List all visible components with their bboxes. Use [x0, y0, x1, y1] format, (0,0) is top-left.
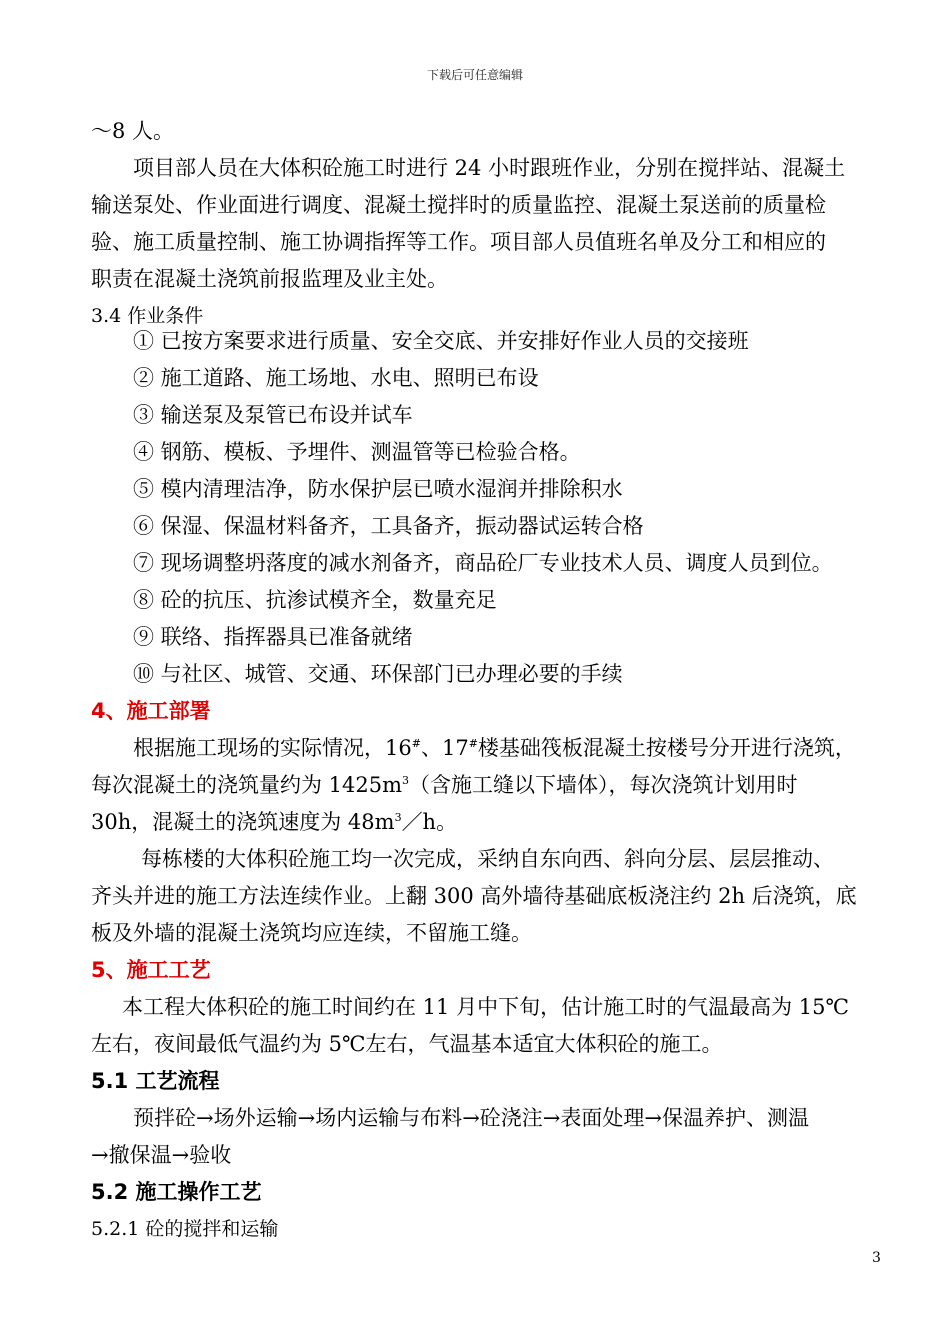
- text-line: 输送泵处、作业面进行调度、混凝土搅拌时的质量监控、混凝土泵送前的质量检: [91, 193, 826, 217]
- text-line: 预拌砼→场外运输→场内运输与布料→砼浇注→表面处理→保温养护、测温: [133, 1106, 809, 1130]
- page-header: 下载后可任意编辑: [426, 68, 523, 82]
- list-item: ② 施工道路、施工场地、水电、照明已布设: [133, 366, 539, 390]
- section-heading-5-2-1: 5.2.1 砼的搅拌和运输: [91, 1218, 279, 1240]
- text-line: 齐头并进的施工方法连续作业。上翻 300 高外墙待基础底板浇注约 2h 后浇筑，底: [91, 884, 857, 908]
- text-line: 每次混凝土的浇筑量约为 $1425m^3$（含施工缝以下墙体），每次浇筑计划用时: [91, 773, 798, 797]
- list-item: ④ 钢筋、模板、予埋件、测温管等已检验合格。: [133, 440, 581, 464]
- section-heading-3-4: 3.4 作业条件: [91, 305, 204, 327]
- list-item: ① 已按方案要求进行质量、安全交底、并安排好作业人员的交接班: [133, 329, 749, 353]
- section-heading-5-1: 5.1 工艺流程: [91, 1069, 220, 1093]
- text-line: →撤保温→验收: [91, 1143, 232, 1167]
- text-line: 职责在混凝土浇筑前报监理及业主处。: [91, 267, 448, 291]
- text-line: 项目部人员在大体积砼施工时进行 24 小时跟班作业，分别在搅拌站、混凝土: [133, 156, 846, 180]
- text-line: ～8 人。: [91, 119, 175, 143]
- list-item: ⑤ 模内清理洁净，防水保护层已喷水湿润并排除积水: [133, 477, 623, 501]
- list-item: ⑥ 保湿、保温材料备齐，工具备齐，振动器试运转合格: [133, 514, 644, 538]
- list-item: ⑩ 与社区、城管、交通、环保部门已办理必要的手续: [133, 662, 623, 686]
- text-line: 左右，夜间最低气温约为 5℃左右，气温基本适宜大体积砼的施工。: [91, 1032, 723, 1056]
- section-heading-5-2: 5.2 施工操作工艺: [91, 1180, 262, 1204]
- section-heading-4: 4、施工部署: [91, 699, 211, 723]
- list-item: ⑧ 砼的抗压、抗渗试模齐全，数量充足: [133, 588, 497, 612]
- list-item: ③ 输送泵及泵管已布设并试车: [133, 403, 413, 427]
- page-number: 3: [872, 1250, 881, 1266]
- list-item: ⑦ 现场调整坍落度的减水剂备齐，商品砼厂专业技术人员、调度人员到位。: [133, 551, 833, 575]
- list-item: ⑨ 联络、指挥器具已准备就绪: [133, 625, 413, 649]
- text-line: 本工程大体积砼的施工时间约在 11 月中下旬，估计施工时的气温最高为 15℃: [122, 995, 849, 1019]
- text-line: 每栋楼的大体积砼施工均一次完成，采纳自东向西、斜向分层、层层推动、: [141, 847, 834, 871]
- section-heading-5: 5、施工工艺: [91, 958, 211, 982]
- text-line: 根据施工现场的实际情况，16#、17#楼基础筏板混凝土按楼号分开进行浇筑，: [133, 736, 856, 760]
- text-line: 板及外墙的混凝土浇筑均应连续，不留施工缝。: [91, 921, 532, 945]
- text-line: 30h，混凝土的浇筑速度为 $48m^3/h$。: [91, 810, 458, 834]
- text-line: 验、施工质量控制、施工协调指挥等工作。项目部人员值班名单及分工和相应的: [91, 230, 826, 254]
